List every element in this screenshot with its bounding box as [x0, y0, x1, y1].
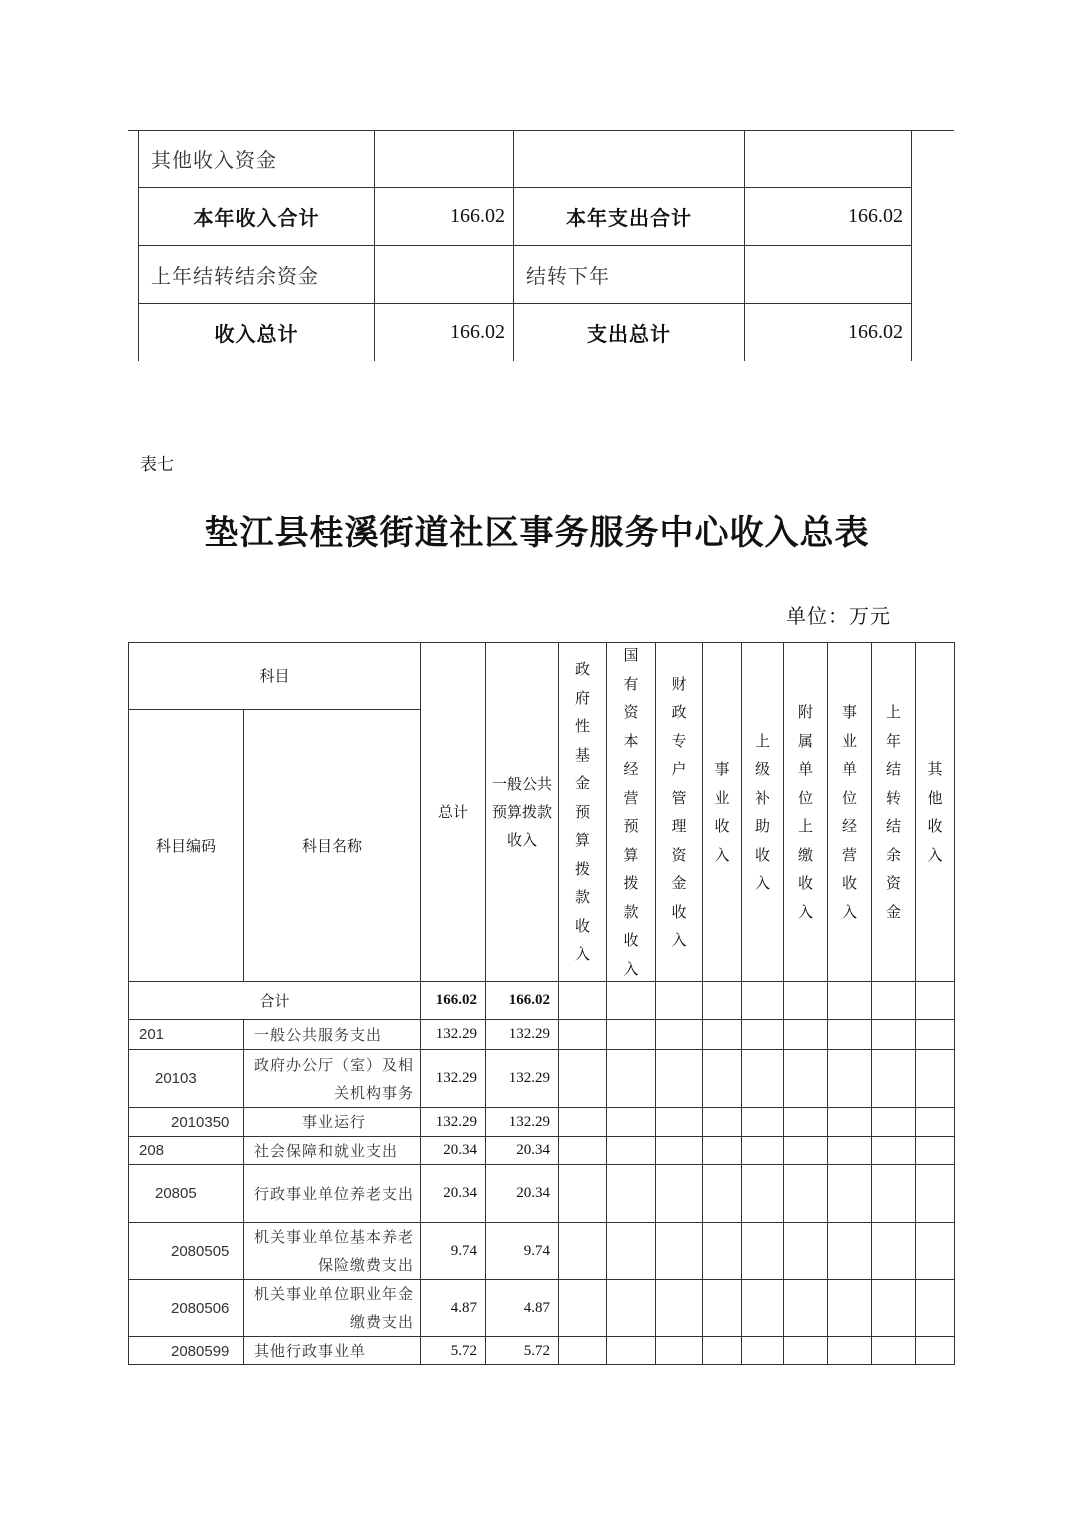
header-gov-fund — [558, 642, 606, 981]
row-general: 5.72 — [485, 1336, 558, 1365]
row-total: 5.72 — [420, 1336, 485, 1365]
empty-cell — [606, 1336, 655, 1365]
empty-cell — [558, 1222, 606, 1279]
row-name: 机关事业单位职业年金缴费支出 — [243, 1279, 420, 1336]
empty-cell — [702, 1049, 741, 1107]
empty-cell — [702, 1336, 741, 1365]
empty-cell — [558, 1136, 606, 1164]
row-code: 2080599 — [128, 1336, 243, 1365]
unit-label: 单位：万元 — [786, 604, 891, 628]
empty-cell — [871, 1136, 915, 1164]
header-code: 科目编码 — [128, 709, 243, 981]
row-name: 机关事业单位基本养老保险缴费支出 — [243, 1222, 420, 1279]
empty-cell — [741, 1049, 783, 1107]
header-operating — [827, 642, 871, 981]
row-value: 166.02 — [745, 188, 912, 245]
header-affiliated — [783, 642, 827, 981]
row-name: 事业运行 — [243, 1107, 420, 1136]
page-title: 垫江县桂溪街道社区事务服务中心收入总表 — [204, 513, 870, 553]
header-fiscal-special-text: 财政专户管理资金收入 — [671, 674, 687, 949]
row-name: 行政事业单位养老支出 — [243, 1164, 420, 1222]
empty-cell — [606, 1222, 655, 1279]
row-total: 4.87 — [420, 1279, 485, 1336]
header-general-budget — [485, 642, 558, 981]
empty-cell — [558, 1049, 606, 1107]
summary-table-continuation — [138, 130, 912, 360]
empty-cell — [871, 1107, 915, 1136]
empty-cell — [783, 1049, 827, 1107]
empty-cell — [871, 981, 915, 1019]
header-superior-text: 上级补助收入 — [755, 731, 771, 892]
empty-cell — [702, 1279, 741, 1336]
empty-cell — [871, 1164, 915, 1222]
header-operating-text: 事业单位经营收入 — [842, 703, 858, 921]
row-label: 本年支出合计 — [514, 188, 745, 245]
empty-cell — [915, 1336, 954, 1365]
empty-cell — [915, 1107, 954, 1136]
empty-cell — [783, 1107, 827, 1136]
empty-cell — [915, 1279, 954, 1336]
row-label: 本年收入合计 — [138, 188, 375, 245]
total-row-total: 166.02 — [420, 981, 485, 1019]
empty-cell — [827, 1336, 871, 1365]
empty-cell — [655, 1019, 702, 1049]
empty-cell — [558, 1336, 606, 1365]
empty-cell — [741, 1222, 783, 1279]
row-value — [375, 246, 514, 303]
header-state-capital-text: 国有资本经营预算拨款收入 — [623, 646, 639, 978]
header-carryover — [871, 642, 915, 981]
table-row — [138, 188, 912, 245]
empty-cell — [915, 1164, 954, 1222]
row-code: 20103 — [128, 1049, 243, 1107]
empty-cell — [558, 1164, 606, 1222]
row-label: 上年结转结余资金 — [138, 246, 375, 303]
row-code: 208 — [128, 1136, 243, 1164]
row-value: 166.02 — [745, 304, 912, 361]
row-total: 20.34 — [420, 1136, 485, 1164]
empty-cell — [655, 1336, 702, 1365]
empty-cell — [871, 1019, 915, 1049]
table-border — [128, 1364, 954, 1365]
row-value — [745, 130, 912, 187]
empty-cell — [606, 1136, 655, 1164]
empty-cell — [741, 1279, 783, 1336]
table-row — [138, 130, 912, 187]
row-total: 132.29 — [420, 1107, 485, 1136]
row-value: 166.02 — [375, 304, 514, 361]
empty-cell — [783, 1019, 827, 1049]
row-label: 其他收入资金 — [138, 130, 375, 187]
row-code: 2010350 — [128, 1107, 243, 1136]
table-row — [138, 304, 912, 361]
row-general: 9.74 — [485, 1222, 558, 1279]
table-row — [138, 246, 912, 303]
empty-cell — [783, 1164, 827, 1222]
header-carryover-text: 上年结转结余资金 — [886, 703, 902, 921]
row-value: 166.02 — [375, 188, 514, 245]
table-border — [954, 642, 955, 1365]
empty-cell — [827, 981, 871, 1019]
table-number: 表七 — [140, 455, 174, 475]
header-superior — [741, 642, 783, 981]
empty-cell — [558, 981, 606, 1019]
row-total: 20.34 — [420, 1164, 485, 1222]
empty-cell — [783, 981, 827, 1019]
empty-cell — [606, 1164, 655, 1222]
empty-cell — [702, 1019, 741, 1049]
empty-cell — [915, 1222, 954, 1279]
empty-cell — [558, 1019, 606, 1049]
row-code: 2080505 — [128, 1222, 243, 1279]
empty-cell — [741, 1164, 783, 1222]
empty-cell — [702, 1222, 741, 1279]
header-subject: 科目 — [128, 642, 420, 709]
header-affiliated-text: 附属单位上缴收入 — [798, 703, 814, 921]
empty-cell — [655, 1107, 702, 1136]
row-general: 132.29 — [485, 1107, 558, 1136]
empty-cell — [606, 1019, 655, 1049]
header-business-text: 事业收入 — [714, 760, 730, 864]
empty-cell — [741, 1336, 783, 1365]
row-label — [514, 130, 745, 187]
empty-cell — [606, 981, 655, 1019]
total-row-general: 166.02 — [485, 981, 558, 1019]
header-other-text: 其他收入 — [927, 760, 943, 864]
empty-cell — [558, 1279, 606, 1336]
empty-cell — [741, 981, 783, 1019]
row-label: 支出总计 — [514, 304, 745, 361]
row-total: 132.29 — [420, 1019, 485, 1049]
row-total: 132.29 — [420, 1049, 485, 1107]
row-general: 132.29 — [485, 1019, 558, 1049]
empty-cell — [915, 981, 954, 1019]
empty-cell — [702, 1164, 741, 1222]
row-name: 一般公共服务支出 — [243, 1019, 420, 1049]
empty-cell — [655, 1136, 702, 1164]
row-name: 其他行政事业单 — [243, 1336, 420, 1365]
row-label: 收入总计 — [138, 304, 375, 361]
header-total: 总计 — [420, 642, 485, 981]
row-value — [375, 130, 514, 187]
header-other — [915, 642, 954, 981]
empty-cell — [827, 1107, 871, 1136]
empty-cell — [827, 1222, 871, 1279]
empty-cell — [827, 1279, 871, 1336]
empty-cell — [741, 1107, 783, 1136]
empty-cell — [655, 1164, 702, 1222]
header-general-budget-text: 一般公共预算拨款收入 — [491, 775, 552, 849]
empty-cell — [655, 981, 702, 1019]
empty-cell — [827, 1049, 871, 1107]
header-state-capital — [606, 642, 655, 981]
empty-cell — [783, 1222, 827, 1279]
header-gov-fund-text: 政府性基金预算拨款收入 — [575, 660, 591, 964]
empty-cell — [915, 1049, 954, 1107]
empty-cell — [702, 1136, 741, 1164]
empty-cell — [827, 1164, 871, 1222]
empty-cell — [915, 1019, 954, 1049]
empty-cell — [606, 1049, 655, 1107]
row-general: 20.34 — [485, 1164, 558, 1222]
row-total: 9.74 — [420, 1222, 485, 1279]
empty-cell — [606, 1107, 655, 1136]
empty-cell — [702, 1107, 741, 1136]
empty-cell — [655, 1222, 702, 1279]
income-summary-table — [128, 642, 954, 1365]
row-general: 132.29 — [485, 1049, 558, 1107]
empty-cell — [783, 1136, 827, 1164]
header-fiscal-special — [655, 642, 702, 981]
row-code: 201 — [128, 1019, 243, 1049]
empty-cell — [558, 1107, 606, 1136]
empty-cell — [702, 981, 741, 1019]
row-code: 2080506 — [128, 1279, 243, 1336]
empty-cell — [827, 1019, 871, 1049]
row-value — [745, 246, 912, 303]
empty-cell — [606, 1279, 655, 1336]
empty-cell — [741, 1019, 783, 1049]
row-general: 20.34 — [485, 1136, 558, 1164]
empty-cell — [871, 1279, 915, 1336]
empty-cell — [915, 1136, 954, 1164]
row-general: 4.87 — [485, 1279, 558, 1336]
empty-cell — [871, 1222, 915, 1279]
row-name: 政府办公厅（室）及相关机构事务 — [243, 1049, 420, 1107]
empty-cell — [871, 1049, 915, 1107]
empty-cell — [783, 1336, 827, 1365]
row-name: 社会保障和就业支出 — [243, 1136, 420, 1164]
row-label: 结转下年 — [514, 246, 745, 303]
header-name: 科目名称 — [243, 709, 420, 981]
empty-cell — [655, 1049, 702, 1107]
empty-cell — [655, 1279, 702, 1336]
total-row-label: 合计 — [128, 981, 420, 1019]
row-code: 20805 — [128, 1164, 243, 1222]
empty-cell — [741, 1136, 783, 1164]
empty-cell — [827, 1136, 871, 1164]
empty-cell — [783, 1279, 827, 1336]
empty-cell — [871, 1336, 915, 1365]
header-business — [702, 642, 741, 981]
